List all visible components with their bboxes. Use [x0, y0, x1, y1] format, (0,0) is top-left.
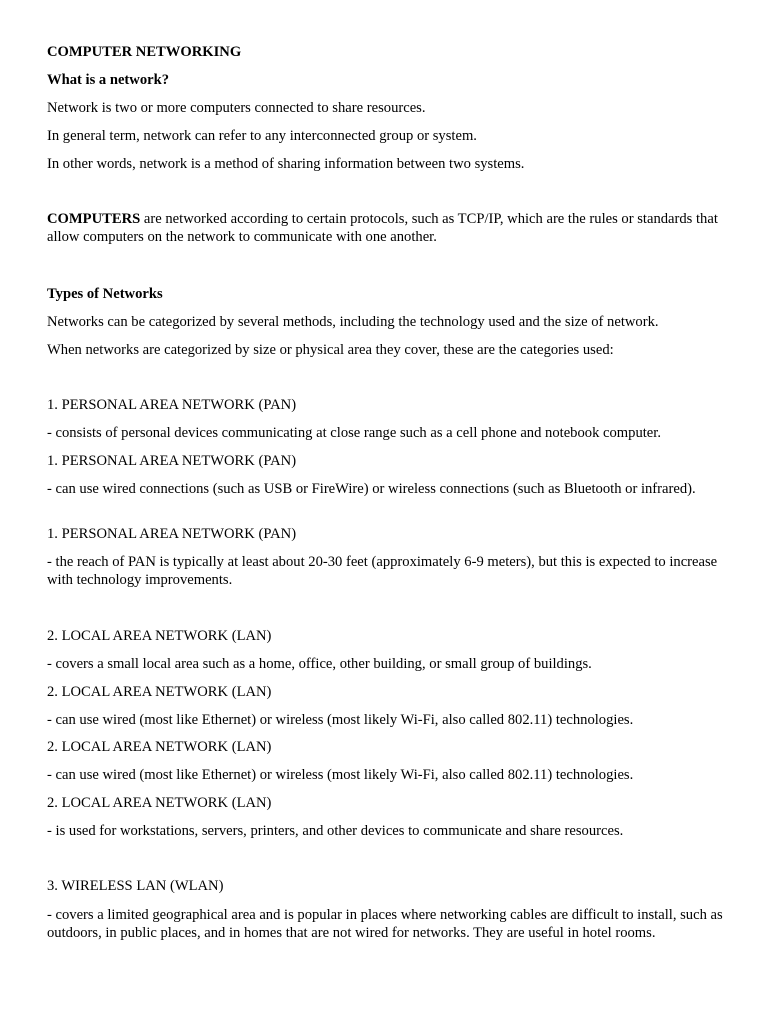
lan-heading: 2. LOCAL AREA NETWORK (LAN) — [47, 628, 272, 644]
intro-line-3: In other words, network is a method of sharing information between two systems. — [47, 156, 525, 172]
pan-heading: 1. PERSONAL AREA NETWORK (PAN) — [47, 526, 297, 542]
pan-heading: 1. PERSONAL AREA NETWORK (PAN) — [47, 397, 297, 413]
lan-heading: 2. LOCAL AREA NETWORK (LAN) — [47, 739, 272, 755]
intro-line-1: Network is two or more computers connected to share resources. — [47, 100, 426, 116]
lan-heading: 2. LOCAL AREA NETWORK (LAN) — [47, 684, 272, 700]
lan-point: - can use wired (most like Ethernet) or wireless (most likely Wi-Fi, also called 802.11) technologies. — [47, 712, 634, 728]
wlan-point: - covers a limited geographical area and is popular in places where networking cables are difficult to install, such as outdoors, in public places, and in homes that are not wired for networks. They are useful in hotel rooms. — [47, 907, 723, 941]
document-title: COMPUTER NETWORKING — [47, 44, 242, 60]
section-question: What is a network? — [47, 72, 170, 88]
pan-heading: 1. PERSONAL AREA NETWORK (PAN) — [47, 453, 297, 469]
protocols-lead: COMPUTERS — [47, 211, 141, 227]
pan-point: - consists of personal devices communicating at close range such as a cell phone and notebook computer. — [47, 425, 661, 441]
pan-point: - can use wired connections (such as USB or FireWire) or wireless connections (such as Bluetooth or infrared). — [47, 481, 696, 497]
types-line-2: When networks are categorized by size or physical area they cover, these are the categories used: — [47, 342, 614, 358]
lan-heading: 2. LOCAL AREA NETWORK (LAN) — [47, 795, 272, 811]
protocols-paragraph — [47, 210, 727, 246]
protocols-text: are networked according to certain protocols, such as TCP/IP, which are the rules or standards that allow computers on the network to communicate with one another. — [47, 211, 718, 245]
types-line-1: Networks can be categorized by several methods, including the technology used and the size of network. — [47, 314, 659, 330]
lan-point: - covers a small local area such as a home, office, other building, or small group of buildings. — [47, 656, 592, 672]
wlan-heading: 3. WIRELESS LAN (WLAN) — [47, 878, 224, 894]
pan-point: - the reach of PAN is typically at least about 20-30 feet (approximately 6-9 meters), but this is expected to increase with technology improvements. — [47, 554, 718, 588]
intro-line-2: In general term, network can refer to any interconnected group or system. — [47, 128, 477, 144]
types-heading: Types of Networks — [47, 286, 163, 302]
lan-point: - can use wired (most like Ethernet) or wireless (most likely Wi-Fi, also called 802.11) technologies. — [47, 767, 634, 783]
lan-point: - is used for workstations, servers, printers, and other devices to communicate and share resources. — [47, 823, 624, 839]
